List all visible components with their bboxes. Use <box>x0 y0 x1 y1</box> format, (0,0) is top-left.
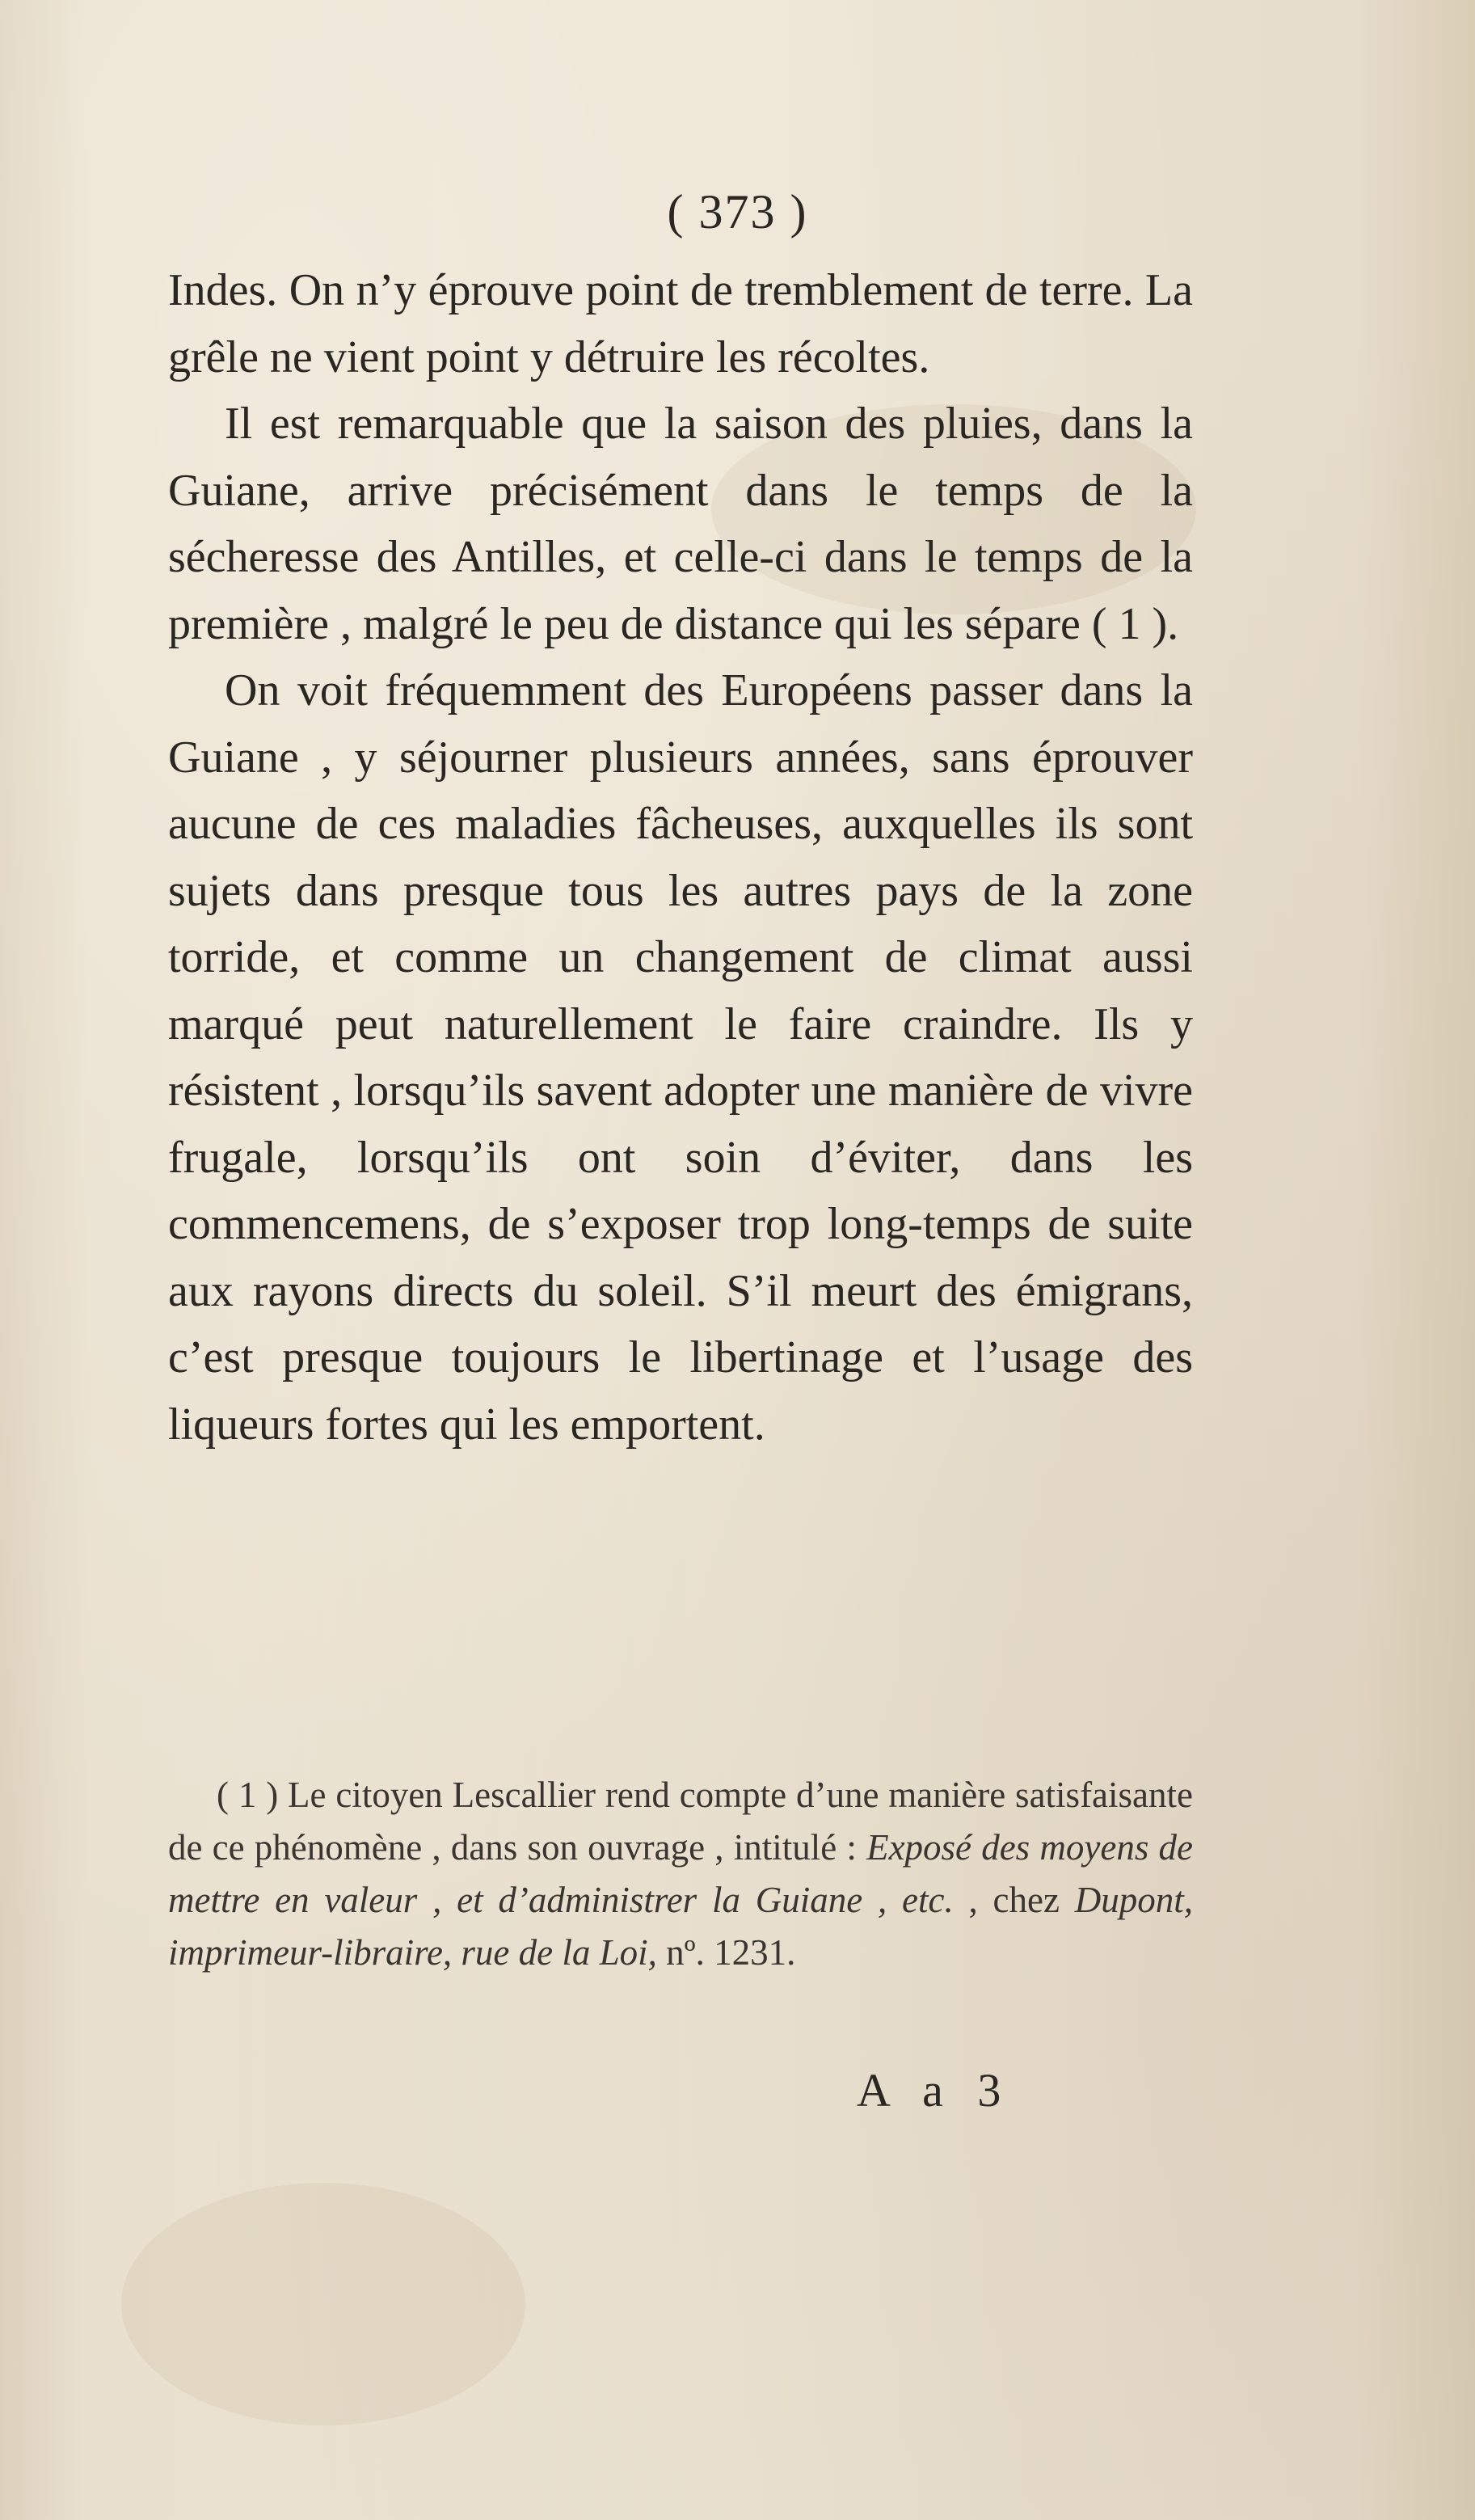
footnote <box>168 1769 1193 1979</box>
footnote-sep: , chez <box>953 1880 1075 1920</box>
paragraph: Indes. On n’y éprouve point de tremblement de terre. La grêle ne vient point y détruire les récoltes. <box>168 265 1193 382</box>
footnote-title: Exposé des moyens de mettre en valeur , et d’administrer la Guiane , etc. <box>168 1827 1193 1920</box>
paper-stain <box>121 2183 525 2425</box>
paragraph: On voit fréquemment des Européens passer dans la Guiane , y séjourner plusieurs années, sans éprouver aucune de ces maladies fâcheuses, auxquelles ils sont sujets dans presque tous les autres pays de la zone torride, et comme un changement de climat aussi marqué peut naturellement le faire craindre. Ils y résistent , lorsqu’ils savent adopter une manière de vivre frugale, lorsqu’ils ont soin d’éviter, dans les commencemens, de s’exposer trop long-temps de suite aux rayons directs du soleil. S’il meurt des émigrans, c’est presque toujours le libertinage et l’usage des liqueurs fortes qui les emportent. <box>168 665 1193 1450</box>
footnote-text <box>168 1769 1193 1979</box>
signature-mark: A a 3 <box>857 2064 1013 2117</box>
footnote-intro: ( 1 ) Le citoyen Lescallier rend compte d’une manière satisfaisante de ce phénomène , dans son ouvrage , intitulé : <box>168 1775 1193 1868</box>
main-text <box>168 257 1193 1458</box>
page-number-header: ( 373 ) <box>667 185 808 238</box>
footnote-number: nº. 1231. <box>656 1932 796 1973</box>
footnote-publisher: Dupont, imprimeur-libraire, rue de la Loi, <box>168 1880 1193 1973</box>
paragraph: Il est remarquable que la saison des pluies, dans la Guiane, arrive précisément dans le temps de la sécheresse des Antilles, et celle-ci dans le temps de la première , malgré le peu de distance qui les sépare ( 1 ). <box>168 399 1193 649</box>
